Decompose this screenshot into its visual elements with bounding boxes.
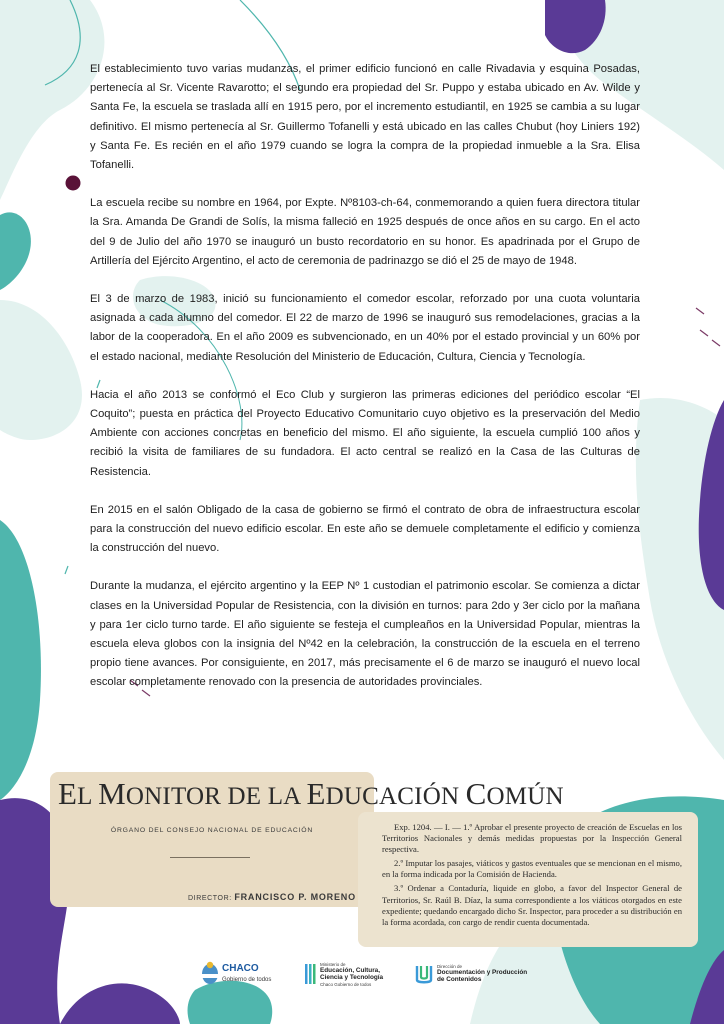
masthead-divider xyxy=(170,857,250,858)
logo-chaco: CHACO Gobierno de todos xyxy=(200,960,290,988)
ministry-bars-icon xyxy=(305,964,317,984)
masthead-director: DIRECTOR: FRANCISCO P. MORENO xyxy=(188,892,356,902)
paragraph-dining: El 3 de marzo de 1983, inició su funcionamiento el comedor escolar, reforzado por una cuota voluntaria asignada a cada alumno del comedor. El 22 de marzo de 1996 se inauguró sus remodelaciones, gracias a la labor de la cooperadora. En el año 2009 es subvencionado, en un 40% por el estado provincial y un 60% por el estado nacional, mediante Resolución del Ministerio de Educación, Cultura, Ciencia y Tecnología. xyxy=(90,293,640,363)
chaco-seal-icon xyxy=(200,960,220,986)
resolution-item-3: 3.º Ordenar a Contaduría, liquide en globo, a favor del Inspector General de Territorios, Sr. Raúl B. Díaz, la suma correspondiente a los viáticos otorgados en este expediente; quedando encargado dicho Sr. Inspector, para proceder a su distribución en la forma acordada, con cargo de rendir cuenta documentada. xyxy=(382,883,682,927)
paragraph-eco-club: Hacia el año 2013 se conformó el Eco Club y surgieron las primeras ediciones del periódico escolar “El Coquito”; puesta en práctica del Proyecto Educativo Comunitario cuyo objetivo es la preservación del Medio Ambiente con acciones concretas en beneficio del mismo. El año siguiente, la escuela cumplió 100 años y recibió la visita de familiares de su fundadora. El acto central se realizó en la Casa de las Culturas de Resistencia. xyxy=(90,388,640,478)
paragraph-relocation: Durante la mudanza, el ejército argentino y la EEP Nº 1 custodian el patrimonio escolar. Se comienza a dictar clases en la Universidad Popular de Resistencia, con la división en turnos: para 2do y 3er ciclo por la mañana y para 1er ciclo turno tarde. El año siguiente se festeja el cumpleaños en la Universidad Popular, mientras la escuela eleva globos con la insignia del Nº42 en la celebración, la construcción de la escuela en el terreno propio tiene avances. Por consiguiente, en 2017, más precisamente el 6 de marzo se inauguró el nuevo local escolar completamente renovado con la presencia de autoridades provinciales. xyxy=(90,580,640,689)
resolution-clipping xyxy=(358,812,698,947)
masthead-subtitle: ÓRGANO DEL CONSEJO NACIONAL DE EDUCACIÓN xyxy=(110,827,314,834)
paragraph-construction: En 2015 en el salón Obligado de la casa de gobierno se firmó el contrato de obra de infraestructura escolar para la construcción del nuevo edificio escolar. En este año se demuele completamente el edificio y comienza la construcción del nuevo. xyxy=(90,503,640,555)
history-text xyxy=(90,60,640,712)
paragraph-name: La escuela recibe su nombre en 1964, por Expte. Nº8103-ch-64, conmemorando a quien fuera directora titular la Sra. Amanda De Grandi de Solís, la misma falleció en 1925 después de once años en su cargo. En el acto del 9 de Julio del año 1970 se inauguró un busto recordatorio en su honor. Es apadrinada por el Grupo de Artillería del Ejército Argentino, el acto de ceremonia de padrinazgo se dió el 25 de mayo de 1948. xyxy=(90,197,640,267)
masthead-title: EL MONITOR DE LA EDUCACIÓN COMÚN xyxy=(58,776,564,811)
logo-ministerio: Ministerio de Educación, Cultura, Ciencia y Tecnología Chaco Gobierno de todos xyxy=(305,960,415,988)
resolution-item-1: Exp. 1204. — I. — 1.º Aprobar el presente proyecto de creación de Escuelas en los Territorios Nacionales y demás medidas propuestas por la Inspección General respectiva. xyxy=(382,822,682,855)
logo-documentacion: Dirección de Documentación y Producción de Contenidos xyxy=(415,960,540,988)
paragraph-moves: El establecimiento tuvo varias mudanzas, el primer edificio funcionó en calle Rivadavia y esquina Posadas, pertenecía al Sr. Vicente Ravarotto; el segundo era propiedad del Sr. Puppo y estaba ubicado en Av. Wilde y Santa Fe, la escuela se traslada allí en 1915 pero, por el incremento estudiantil, en 1925 se cambia a su lugar definitivo. El mismo pertenecía al Sr. Guillermo Tofanelli y está ubicado en las calles Chubut (hoy Liniers 192) y Santa Fe. Es recién en el año 1979 cuando se logra la compra de la propiedad inmueble a la Sra. Elisa Tofanelli. xyxy=(90,63,640,172)
documentation-icon xyxy=(415,964,433,984)
resolution-item-2: 2.º Imputar los pasajes, viáticos y gastos eventuales que se mencionan en el mismo, en la forma indicada por la Comisión de Hacienda. xyxy=(382,858,682,880)
